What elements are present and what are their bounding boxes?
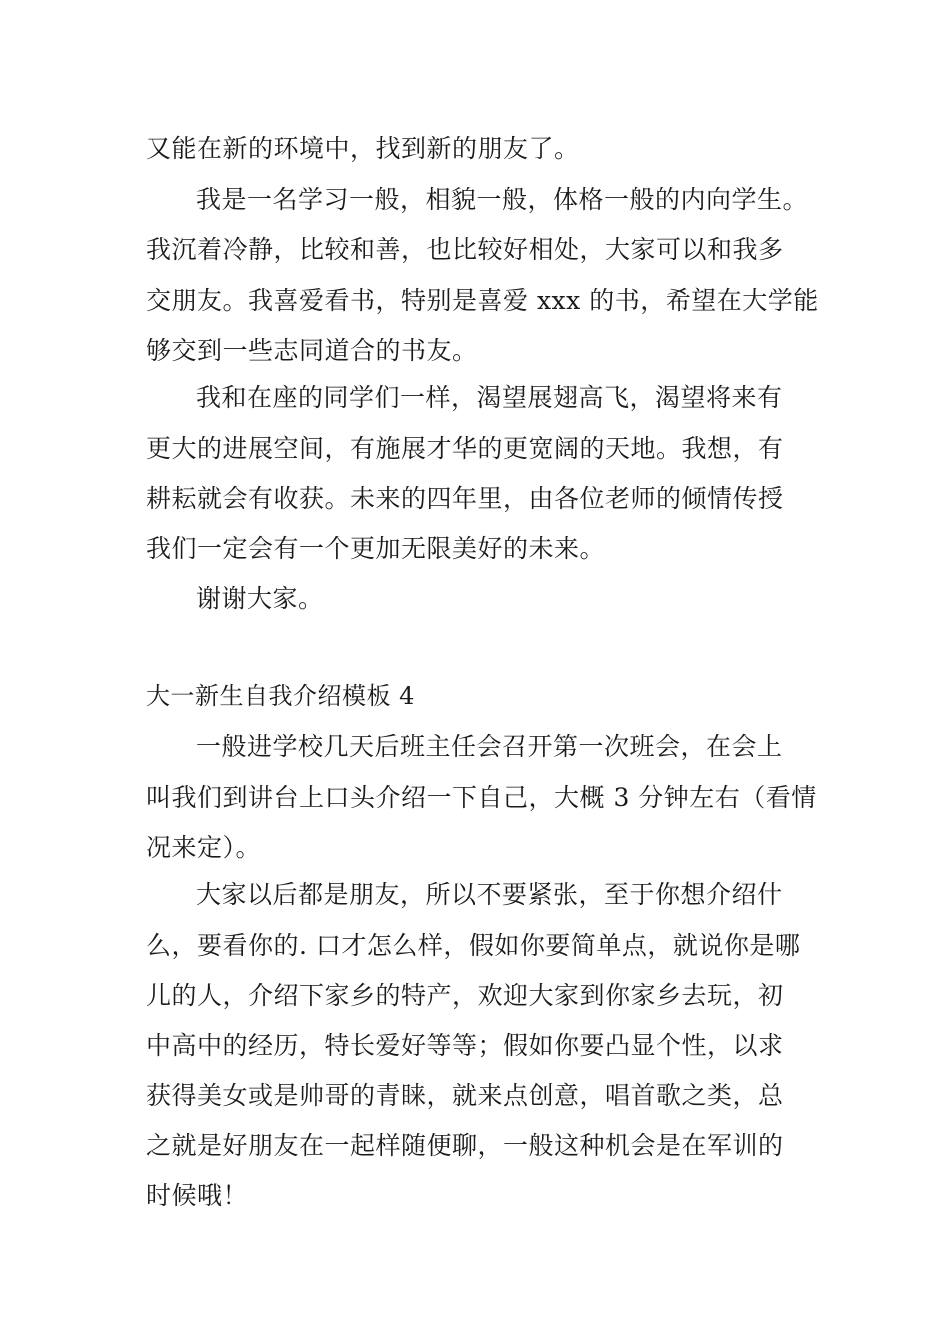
closing-line: 谢谢大家。 xyxy=(196,584,324,613)
text-line: 么，要看你的. 口才怎么样，假如你要简单点，就说你是哪 xyxy=(146,931,801,960)
text-line: 我沉着冷静，比较和善，也比较好相处，大家可以和我多 xyxy=(146,235,784,264)
paragraph-first-line: 大家以后都是朋友，所以不要紧张，至于你想介绍什 xyxy=(196,880,783,909)
text-line: 况来定）。 xyxy=(146,833,262,862)
text-line: 之就是好朋友在一起样随便聊，一般这种机会是在军训的 xyxy=(146,1131,784,1160)
text-line: 时候哦！ xyxy=(146,1181,249,1210)
section-heading: 大一新生自我介绍模板 4 xyxy=(146,682,415,710)
paragraph-first-line: 我是一名学习一般，相貌一般，体格一般的内向学生。 xyxy=(196,185,809,214)
text-line: 又能在新的环境中，找到新的朋友了。 xyxy=(146,134,580,163)
text-line: 我们一定会有一个更加无限美好的未来。 xyxy=(146,534,606,563)
text-line: 叫我们到讲台上口头介绍一下自己，大概 3 分钟左右（看情 xyxy=(146,783,817,812)
paragraph-first-line: 一般进学校几天后班主任会召开第一次班会，在会上 xyxy=(196,732,783,761)
text-line: 够交到一些志同道合的书友。 xyxy=(146,336,478,365)
text-line: 中高中的经历，特长爱好等等；假如你要凸显个性，以求 xyxy=(146,1031,784,1060)
paragraph-first-line: 我和在座的同学们一样，渴望展翅高飞，渴望将来有 xyxy=(196,383,783,412)
text-line: 获得美女或是帅哥的青睐，就来点创意，唱首歌之类，总 xyxy=(146,1081,784,1110)
text-line: 交朋友。我喜爱看书，特别是喜爱 xxx 的书，希望在大学能 xyxy=(146,286,819,315)
text-line: 儿的人，介绍下家乡的特产，欢迎大家到你家乡去玩，初 xyxy=(146,981,784,1010)
text-line: 耕耘就会有收获。未来的四年里，由各位老师的倾情传授 xyxy=(146,484,784,513)
text-line: 更大的进展空间，有施展才华的更宽阔的天地。我想，有 xyxy=(146,434,784,463)
